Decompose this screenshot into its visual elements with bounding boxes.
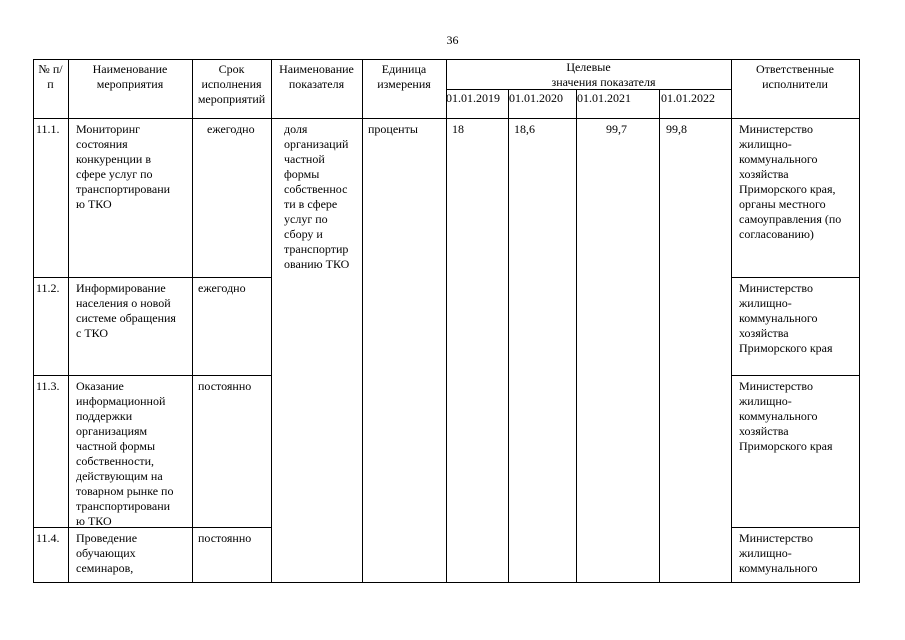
col-border-9 (731, 59, 732, 583)
header-unit: Единица измерения (377, 62, 431, 91)
row-1-name: Мониторинг состояния конкуренции в сфере услуг по транспортировани ю ТКО (76, 122, 171, 211)
col-border-8 (659, 89, 660, 583)
row-1-num: 11.1. (36, 122, 60, 136)
row-separator-3-right (731, 527, 860, 528)
row-2-responsible: Министерство жилищно- коммунального хозяйства Приморского края (739, 281, 833, 355)
row-3-num: 11.3. (36, 379, 60, 393)
row-3-responsible: Министерство жилищно- коммунального хозяйства Приморского края (739, 379, 833, 453)
header-term: Срок исполнения мероприятий (197, 62, 266, 106)
unit-text: проценты (368, 122, 418, 136)
row-2-num: 11.2. (36, 281, 60, 295)
indicator-text: доля организаций частной формы собственнос ти в сфере услуг по сбору и транспортир ованию ТКО (284, 122, 350, 271)
col-border-1 (68, 59, 69, 583)
header-date-2020: 01.01.2020 (509, 91, 563, 105)
row-separator-2-right (731, 375, 860, 376)
row-2-term: ежегодно (198, 281, 246, 295)
header-responsible: Ответственные исполнители (756, 62, 834, 91)
row-3-name: Оказание информационной поддержки организациям частной формы собственности, действующим на товарном рынке по транспортировани ю ТКО (76, 379, 174, 528)
page-number: 36 (446, 33, 459, 47)
header-date-2022: 01.01.2022 (661, 91, 715, 105)
value-2021: 99,7 (606, 122, 627, 136)
value-2020: 18,6 (514, 122, 535, 136)
row-separator-1-right (731, 277, 860, 278)
header-date-2019: 01.01.2019 (446, 91, 500, 105)
row-3-term: постоянно (198, 379, 252, 393)
header-indicator: Наименование показателя (279, 62, 354, 91)
value-2022: 99,8 (666, 122, 687, 136)
header-date-2021: 01.01.2021 (577, 91, 631, 105)
row-1-responsible: Министерство жилищно- коммунального хозяйства Приморского края, органы местного самоуправления (по согласованию) (739, 122, 842, 241)
header-name: Наименование мероприятия (92, 62, 168, 91)
col-border-7 (576, 89, 577, 583)
row-4-term: постоянно (198, 531, 252, 545)
header-num: № п/ п (38, 62, 63, 91)
col-border-left (33, 59, 34, 583)
row-1-term: ежегодно (207, 122, 255, 136)
col-border-right (859, 59, 860, 583)
row-4-name: Проведение обучающих семинаров, (76, 531, 138, 575)
col-border-6 (508, 89, 509, 583)
row-4-num: 11.4. (36, 531, 60, 545)
row-4-responsible: Министерство жилищно- коммунального (739, 531, 818, 575)
col-border-5 (446, 59, 447, 583)
col-border-2 (192, 59, 193, 583)
row-2-name: Информирование населения о новой системе обращения с ТКО (76, 281, 176, 340)
col-border-3 (271, 59, 272, 583)
header-target: Целевые значения показателя (551, 60, 656, 89)
col-border-4 (362, 59, 363, 583)
value-2019: 18 (452, 122, 464, 136)
